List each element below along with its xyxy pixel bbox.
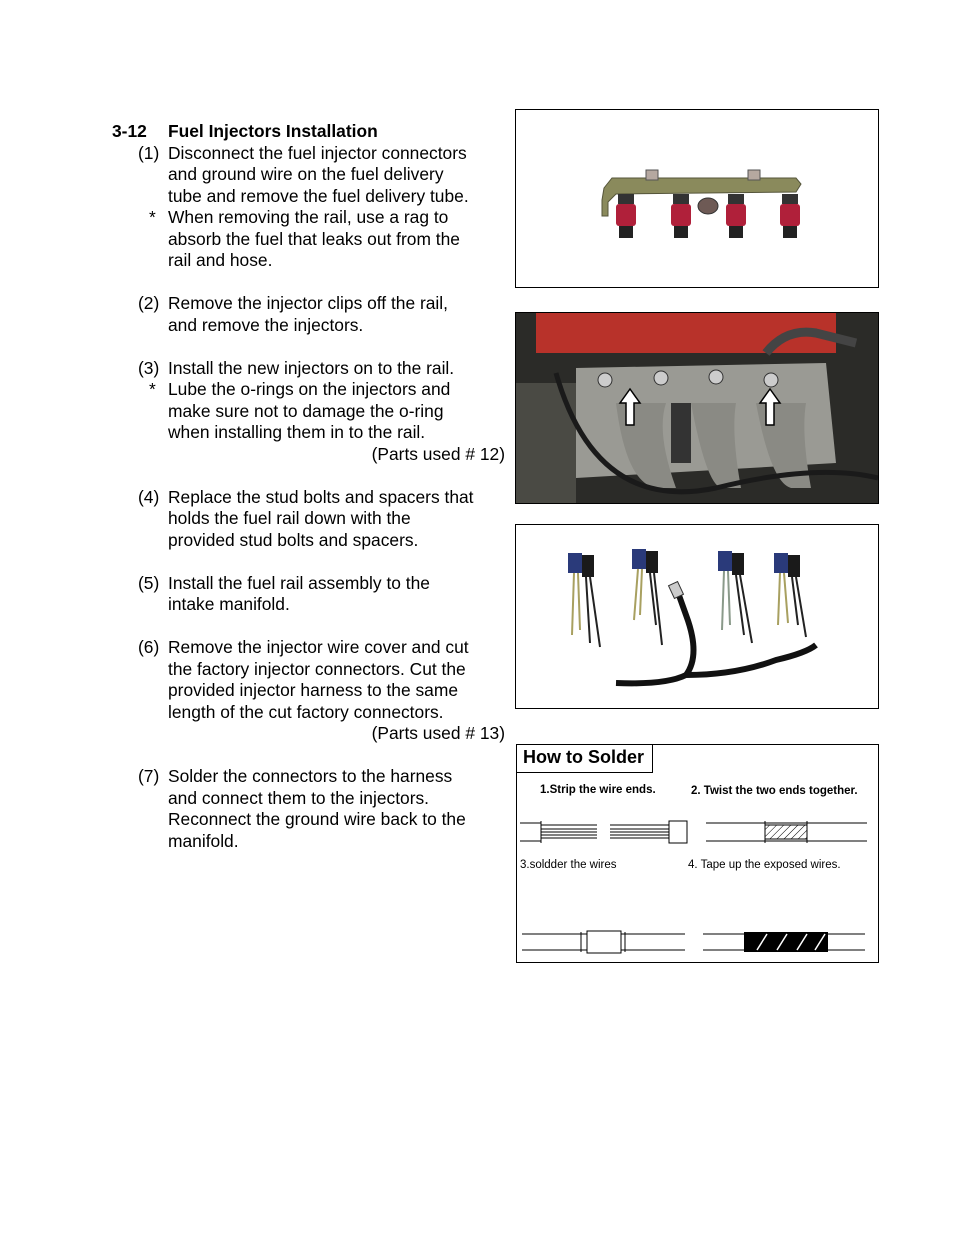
- step-line: tube and remove the fuel delivery tube.: [168, 185, 469, 206]
- note-line: rail and hose.: [168, 250, 273, 270]
- step-line: Install the fuel rail assembly to the: [168, 572, 430, 593]
- step-line: length of the cut factory connectors.: [168, 701, 444, 722]
- solder-step-3-caption: 3.soldder the wires: [520, 859, 617, 871]
- step-line: Remove the injector wire cover and cut: [168, 637, 469, 657]
- step-number: (7): [138, 766, 160, 786]
- parts-used-13: (Parts used # 13): [371, 723, 505, 743]
- step-line: Disconnect the fuel injector connectors: [168, 142, 467, 163]
- note-1: [112, 207, 512, 272]
- solder-step-1-caption: 1.Strip the wire ends.: [540, 784, 656, 796]
- connector-icon: [718, 551, 752, 643]
- step-line: provided stud bolts and spacers.: [168, 529, 419, 550]
- step-line: holds the fuel rail down with the: [168, 508, 411, 528]
- note-line: make sure not to damage the o-ring: [168, 400, 444, 421]
- how-to-solder-box: [516, 744, 879, 963]
- step-2: [112, 293, 512, 336]
- stripped-wire-icon: [520, 821, 687, 843]
- step-line: Replace the stud bolts and spacers that: [168, 486, 474, 507]
- step-number: (1): [138, 142, 160, 163]
- note-mark: *: [149, 207, 156, 227]
- injector-icon: [616, 194, 636, 238]
- note-line: Lube the o-rings on the injectors and: [168, 379, 451, 399]
- connector-icon: [568, 553, 600, 647]
- step-line: provided injector harness to the same: [168, 680, 459, 700]
- step-line: intake manifold.: [168, 594, 290, 614]
- injector-icon: [726, 194, 746, 238]
- fuel-rail-photo: [515, 109, 879, 288]
- step-number: (5): [138, 572, 160, 593]
- step-line: manifold.: [168, 830, 239, 851]
- injector-icon: [671, 194, 691, 238]
- section-title: Fuel Injectors Installation: [168, 121, 378, 141]
- step-6: [112, 637, 512, 723]
- note-line: when installing them in to the rail.: [168, 422, 426, 442]
- step-line: Reconnect the ground wire back to the: [168, 809, 466, 829]
- parts-used-12: (Parts used # 12): [371, 443, 505, 464]
- note-line: absorb the fuel that leaks out from the: [168, 228, 460, 249]
- harness-photo: [515, 524, 879, 709]
- twisted-wire-icon: [706, 821, 867, 843]
- step-number: (4): [138, 486, 160, 507]
- solder-step-4-caption: 4. Tape up the exposed wires.: [688, 859, 841, 871]
- step-number: (2): [138, 293, 160, 313]
- step-line: Install the new injectors on to the rail.: [168, 357, 455, 378]
- step-line: Remove the injector clips off the rail,: [168, 293, 448, 313]
- intake-manifold-photo: [515, 312, 879, 504]
- step-line: and ground wire on the fuel delivery: [168, 164, 444, 184]
- step-1: [112, 143, 512, 208]
- connector-icon: [632, 549, 662, 645]
- taped-wire-icon: [703, 932, 865, 952]
- step-4: [112, 487, 512, 552]
- soldered-wire-icon: [522, 931, 685, 953]
- step-line: Solder the connectors to the harness: [168, 766, 453, 786]
- step-5: [112, 573, 512, 616]
- note-2: [112, 379, 512, 444]
- step-line: and remove the injectors.: [168, 314, 364, 335]
- section-number: 3-12: [112, 121, 147, 141]
- note-mark: *: [149, 379, 156, 399]
- note-line: When removing the rail, use a rag to: [168, 207, 449, 227]
- connector-icon: [774, 553, 806, 637]
- section-heading: [112, 121, 512, 143]
- injector-icon: [780, 194, 800, 238]
- solder-title: How to Solder: [517, 745, 653, 773]
- step-line: and connect them to the injectors.: [168, 787, 430, 808]
- instructions: [112, 121, 512, 852]
- step-line: the factory injector connectors. Cut the: [168, 658, 466, 679]
- solder-step-2-caption: 2. Twist the two ends together.: [691, 785, 858, 797]
- step-3: [112, 358, 512, 380]
- step-number: (6): [138, 637, 160, 657]
- step-number: (3): [138, 357, 160, 378]
- step-7: [112, 766, 512, 852]
